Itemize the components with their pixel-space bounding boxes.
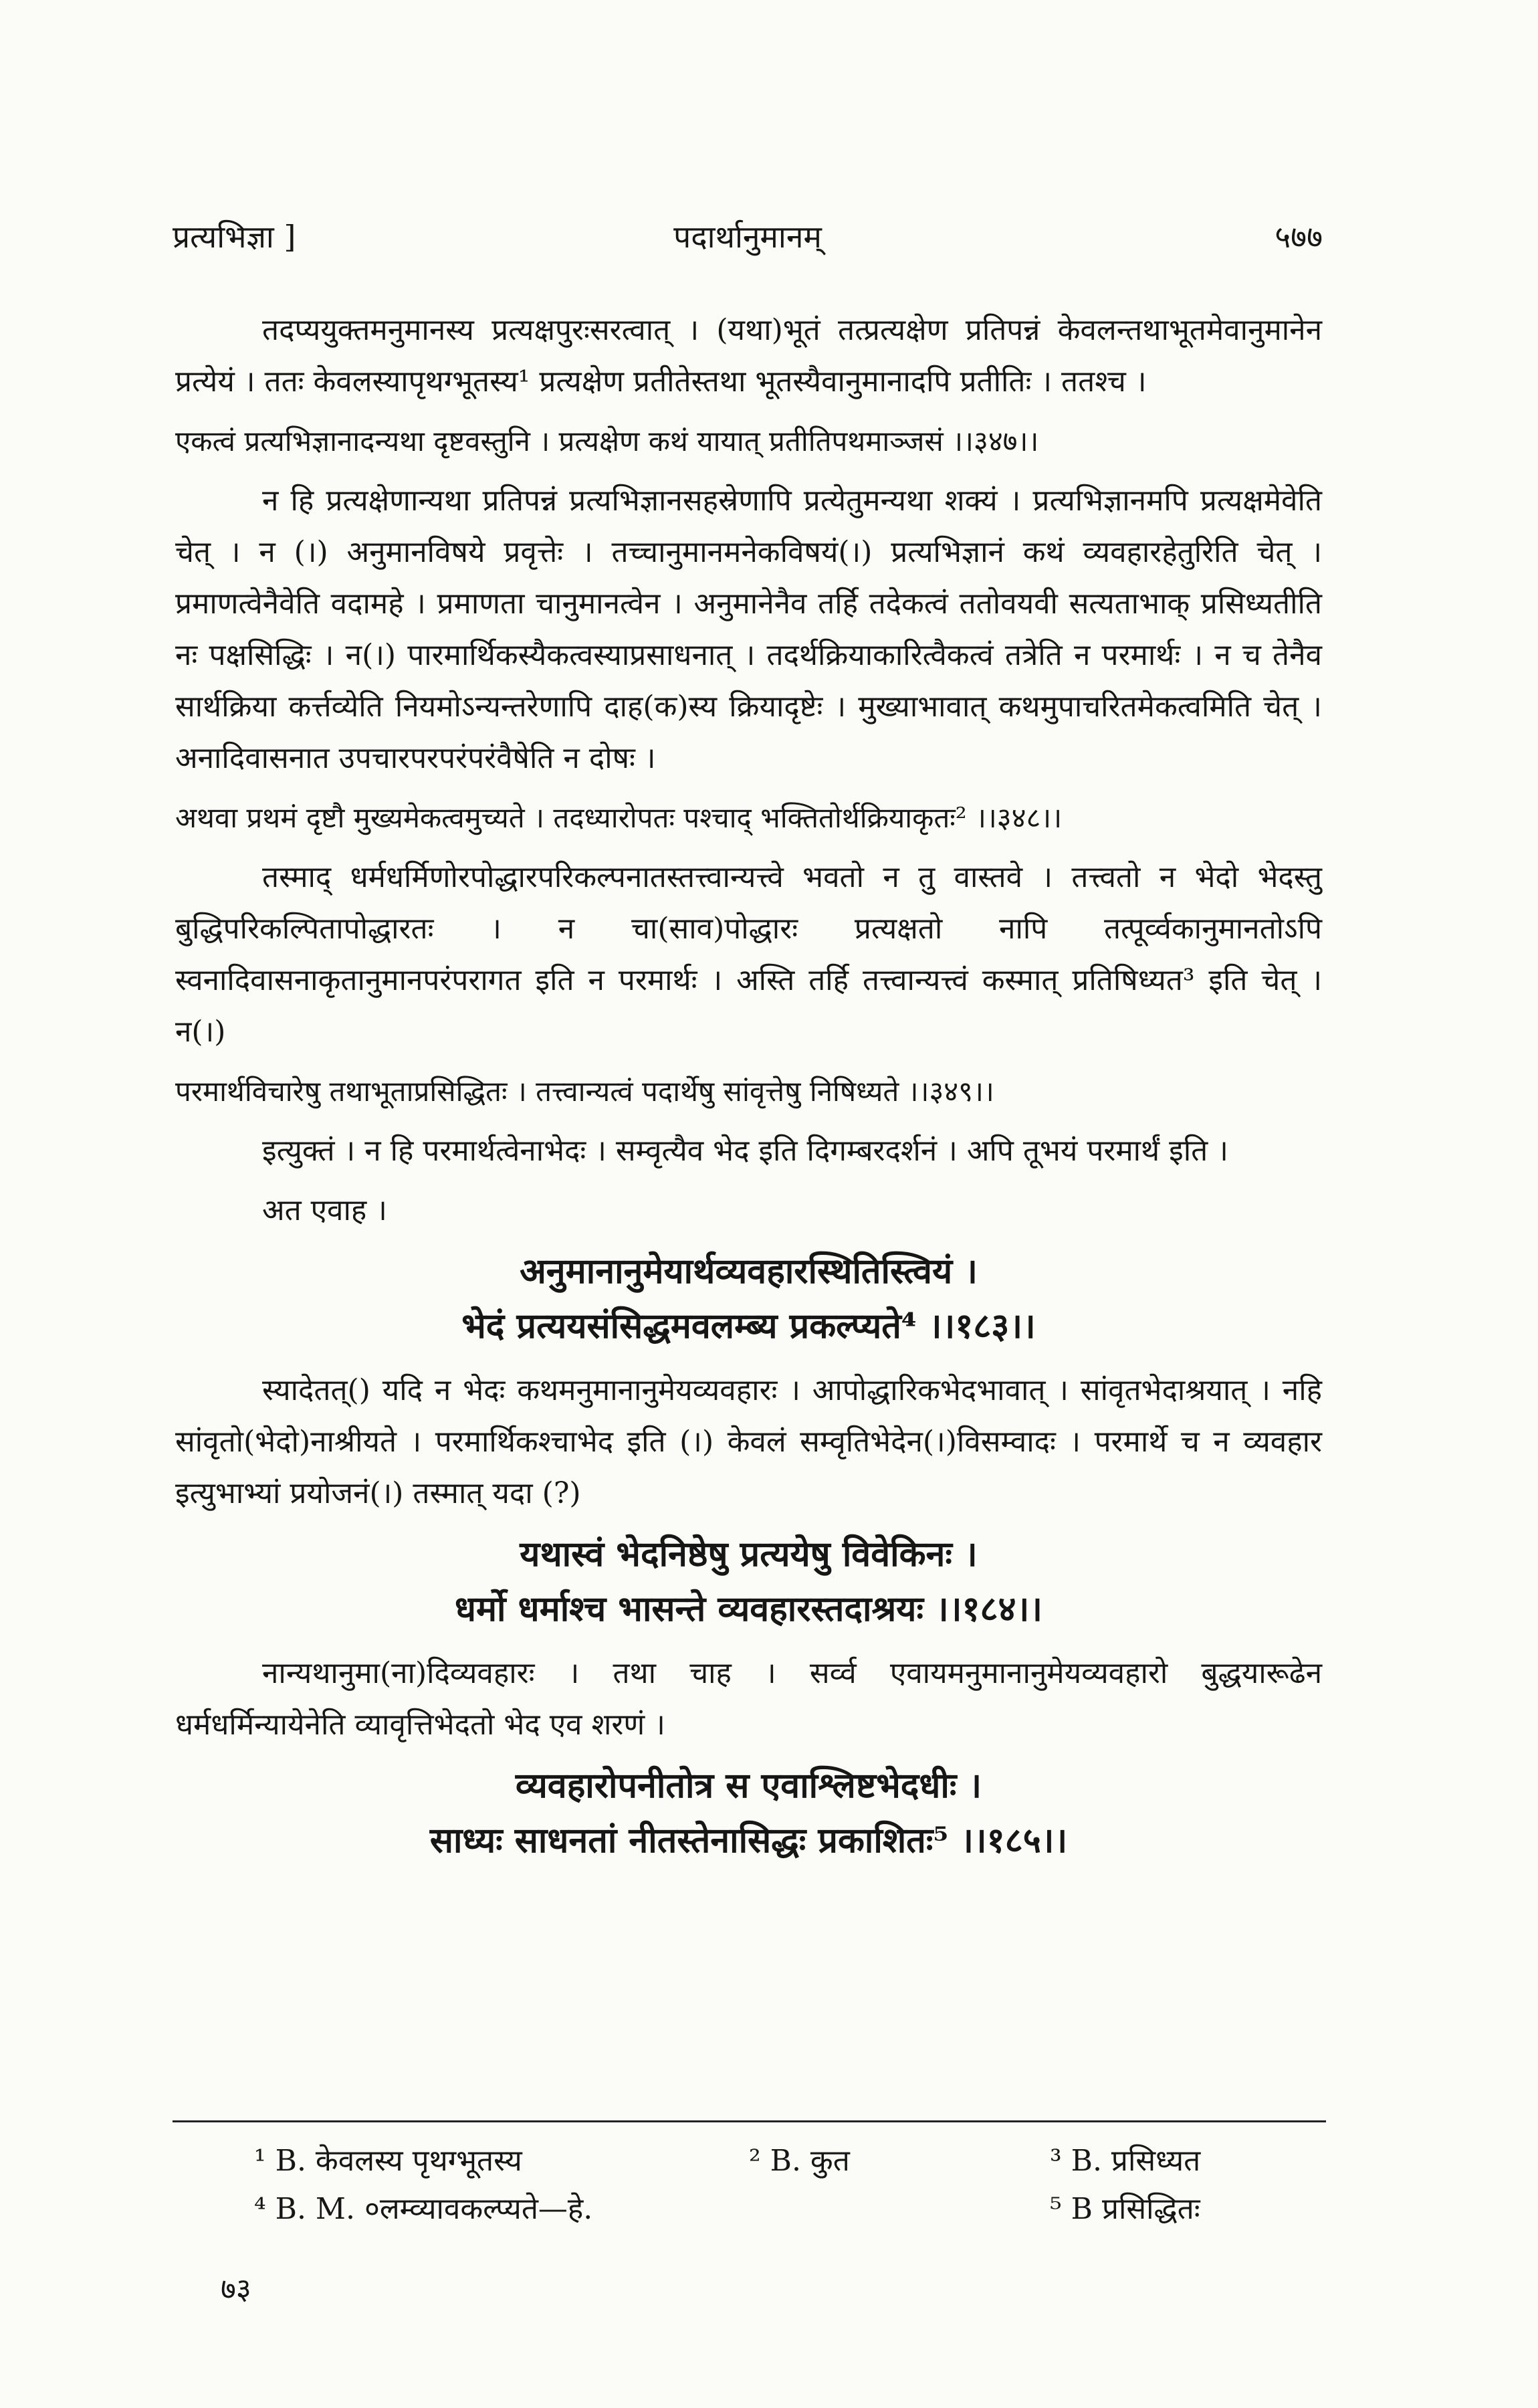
karika-185	[175, 1759, 1322, 1868]
karika-line: व्यवहारोपनीतोत्र स एवाश्लिष्टभेदधीः ।	[515, 1765, 982, 1806]
footnote-1: ¹ B. केवलस्य पृथग्भूतस्य	[254, 2144, 522, 2178]
paragraph: नान्यथानुमा(ना)दिव्यवहारः । तथा चाह । सर्व्व एवायमनुमानानुमेयव्यवहारो बुद्धयारूढेन धर्मधर्मिन्यायेनेति व्यावृत्तिभेदतो भेद एव शरणं ।	[175, 1656, 1322, 1742]
main-text	[175, 304, 1322, 1879]
footnote-row	[254, 2137, 1324, 2185]
header-section-title: प्रत्यभिज्ञा ]	[173, 219, 296, 255]
paragraph: अत एवाह ।	[262, 1193, 387, 1227]
header-chapter-title: पदार्थानुमानम्	[673, 219, 822, 255]
paragraph: न हि प्रत्यक्षेणान्यथा प्रतिपन्नं प्रत्यभिज्ञानसहस्रेणापि प्रत्येतुमन्यथा शक्यं । प्रत्यभिज्ञानमपि प्रत्यक्षमेवेति चेत् । न (।) अनुमानविषये प्रवृत्तेः । तच्चानुमानमनेकविषयं(।) प्रत्यभिज्ञानं कथं व्यवहारहेतुरिति चेत् । प्रमाणत्वेनैवेति वदामहे । प्रमाणता चानुमानत्वेन । अनुमानेनैव तर्हि तदेकत्वं ततोवयवी सत्यताभाक् प्रसिध्यतीति नः पक्षसिद्धिः । न(।) पारमार्थिकस्यैकत्वस्याप्रसाधनात् । तदर्थक्रियाकारित्वैकत्वं तत्रेति न परमार्थः । न च तेनैव सार्थक्रिया कर्त्तव्येति नियमोऽन्यन्तरेणापि दाह(क)स्य क्रियादृष्टेः । मुख्याभावात् कथमुपाचरितमेकत्वमिति चेत् । अनादिवासनात उपचारपरपरंपरंवैषेति न दोषः ।	[175, 484, 1322, 775]
footnote-4: ⁴ B. M. ०लम्व्यावकल्प्यते—हे.	[254, 2192, 593, 2226]
footnote-divider	[173, 2120, 1326, 2122]
paragraph: तस्माद् धर्मधर्मिणोरपोद्धारपरिकल्पनातस्तत्त्वान्यत्त्वे भवतो न तु वास्तवे । तत्त्वतो न भेदो भेदस्तु बुद्धिपरिकल्पितापोद्धारतः । न चा(साव)पोद्धारः प्रत्यक्षतो नापि तत्पूर्व्वकानुमानतोऽपि स्वनादिवासनाकृतानुमानपरंपरागत इति न परमार्थः । अस्ति तर्हि तत्त्वान्यत्त्वं कस्मात् प्रतिषिध्यत³ इति चेत् । न(।)	[175, 860, 1322, 1049]
paragraph: तदप्ययुक्तमनुमानस्य प्रत्यक्षपुरःसरत्वात् । (यथा)भूतं तत्प्रत्यक्षेण प्रतिपन्नं केवलन्तथाभूतमेवानुमानेन प्रत्येयं । ततः केवलस्यापृथग्भूतस्य¹ प्रत्यक्षेण प्रतीतेस्तथा भूतस्यैवानुमानादपि प्रतीतिः । ततश्च ।	[175, 313, 1322, 399]
page-number: ५७७	[1275, 219, 1323, 255]
karika-line: यथास्वं भेदनिष्ठेषु प्रत्ययेषु विवेकिनः ।	[520, 1534, 978, 1575]
footnote-3: ³ B. प्रसिध्यत	[1050, 2144, 1201, 2178]
paragraph: इत्युक्तं । न हि परमार्थत्वेनाभेदः । सम्वृत्यैव भेद इति दिगम्बरदर्शनं । अपि तूभयं परमार्थं इति ।	[262, 1134, 1228, 1168]
verse-347: एकत्वं प्रत्यभिज्ञानादन्यथा दृष्टवस्तुनि । प्रत्यक्षेण कथं यायात् प्रतीतिपथमाञ्जसं ।।३४७।।	[175, 425, 1039, 458]
karika-line: धर्मो धर्माश्च भासन्ते व्यवहारस्तदाश्रयः ।।१८४।।	[454, 1589, 1043, 1629]
footnotes	[254, 2137, 1324, 2233]
karika-line: भेदं प्रत्ययसंसिद्धमवलम्ब्य प्रकल्प्यते⁴ ।।१८३।।	[461, 1306, 1036, 1346]
karika-line: साध्यः साधनतां नीतस्तेनासिद्धः प्रकाशितः⁵ ।।१८५।।	[429, 1820, 1068, 1861]
paragraph: स्यादेतत्() यदि न भेदः कथमनुमानानुमेयव्यवहारः । आपोद्धारिकभेदभावात् । सांवृतभेदाश्रयात् । नहि सांवृतो(भेदो)नाश्रीयते । परमार्थिकश्चाभेद इति (।) केवलं सम्वृतिभेदेन(।)विसम्वादः । परमार्थे च न व्यवहार इत्युभाभ्यां प्रयोजनं(।) तस्मात् यदा (?)	[175, 1373, 1322, 1510]
running-header	[173, 215, 1323, 262]
karika-183	[175, 1244, 1322, 1354]
footnote-5: ⁵ B प्रसिद्धितः	[1050, 2192, 1200, 2226]
footnote-2: ² B. कुत	[749, 2144, 850, 2178]
verse-349: परमार्थविचारेषु तथाभूताप्रसिद्धितः । तत्त्वान्यत्वं पदार्थेषु सांवृत्तेषु निषिध्यते ।।३४९।।	[175, 1075, 994, 1108]
verse-348: अथवा प्रथमं दृष्टौ मुख्यमेकत्वमुच्यते । तदध्यारोपतः पश्चाद् भक्तितोर्थक्रियाकृतः² ।।३४८।।	[175, 801, 1063, 834]
karika-line: अनुमानानुमेयार्थव्यवहारस्थितिस्त्वियं ।	[520, 1251, 978, 1292]
printer-signature: ७३	[221, 2272, 251, 2306]
karika-184	[175, 1527, 1322, 1637]
footnote-row	[254, 2185, 1324, 2233]
